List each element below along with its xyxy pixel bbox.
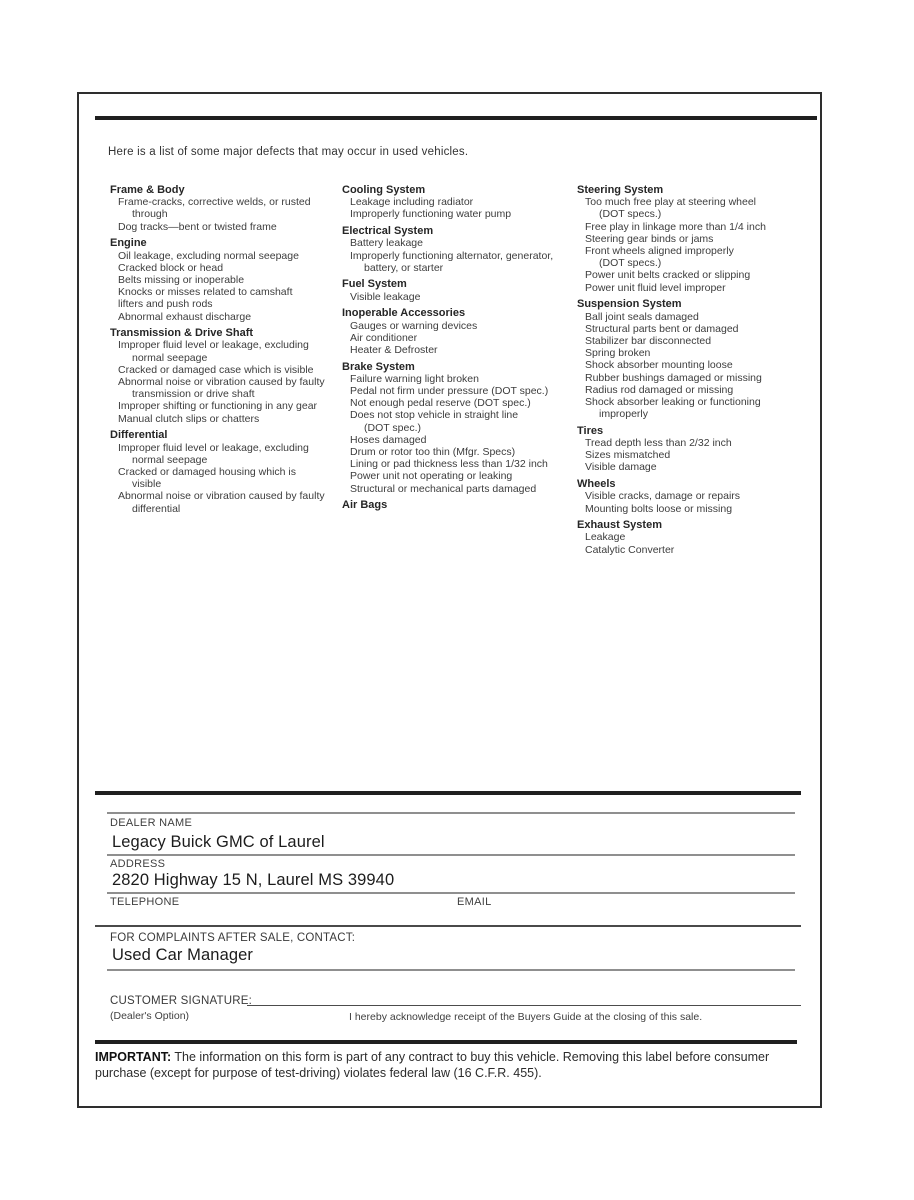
defect-item: Hoses damaged: [350, 433, 427, 446]
defect-item: Power unit belts cracked or slipping: [585, 269, 751, 282]
customer-signature-line: [247, 990, 801, 1006]
dealers-option-label: (Dealer's Option): [110, 1010, 190, 1022]
defect-item: Power unit not operating or leaking: [350, 470, 513, 483]
defect-item: Battery leakage: [350, 237, 423, 250]
defect-item: normal seepage: [132, 351, 208, 364]
defect-item: Oil leakage, excluding normal seepage: [118, 249, 299, 262]
defect-item: transmission or drive shaft: [132, 388, 255, 401]
defect-item: Cracked or damaged housing which is: [118, 465, 297, 478]
complaints-bottom-line: [107, 969, 795, 971]
defect-item: Leakage including radiator: [350, 196, 474, 209]
defect-item: Too much free play at steering wheel: [585, 196, 757, 209]
defects-column-2: [342, 184, 574, 512]
defect-section-title: Frame & Body: [110, 184, 185, 196]
defect-item: Structural or mechanical parts damaged: [350, 482, 537, 495]
defect-item: Power unit fluid level improper: [585, 281, 726, 294]
defect-item: Catalytic Converter: [585, 543, 675, 556]
defect-item: Shock absorber mounting loose: [585, 359, 733, 372]
defect-item: Does not stop vehicle in straight line: [350, 409, 519, 422]
address-value: 2820 Highway 15 N, Laurel MS 39940: [112, 871, 395, 889]
important-text: The information on this form is part of any contract to buy this vehicle. Removing this label before consumer purchase (except for purpose of test-driving) violates federal law (16 C.F.R. 455).: [95, 1050, 770, 1080]
defect-item: Visible leakage: [350, 290, 421, 303]
defect-item: Visible damage: [585, 461, 657, 474]
defect-item: Visible cracks, damage or repairs: [585, 490, 741, 503]
defect-item: Improper shifting or functioning in any gear: [118, 400, 318, 413]
defect-item: Tread depth less than 2/32 inch: [585, 437, 732, 450]
defect-item: Improperly functioning water pump: [350, 208, 512, 221]
defect-item: Abnormal noise or vibration caused by faulty: [118, 376, 325, 389]
important-divider: [95, 1040, 797, 1044]
defect-item: Front wheels aligned improperly: [585, 245, 734, 258]
defect-item: Improperly functioning alternator, generator,: [350, 249, 554, 262]
dealer-section-divider: [95, 791, 801, 795]
defect-item: Belts missing or inoperable: [118, 273, 245, 286]
defect-item: (DOT spec.): [364, 421, 421, 434]
defect-item: battery, or starter: [364, 261, 444, 274]
defect-section-title: Differential: [110, 429, 168, 442]
address-top-line: [107, 854, 795, 856]
defect-item: visible: [132, 478, 162, 491]
defect-section-title: Air Bags: [342, 499, 388, 512]
defect-section-title: Cooling System: [342, 184, 426, 196]
defect-item: Frame-cracks, corrective welds, or rusted: [118, 196, 311, 209]
defect-item: Improper fluid level or leakage, excluding: [118, 339, 309, 352]
defect-item: (DOT specs.): [599, 257, 662, 270]
defect-item: Dog tracks—bent or twisted frame: [118, 220, 277, 233]
acknowledgement-text: I hereby acknowledge receipt of the Buyers Guide at the closing of this sale.: [349, 1011, 703, 1023]
defect-item: Rubber bushings damaged or missing: [585, 371, 762, 384]
defect-section-title: Wheels: [577, 478, 616, 491]
defect-item: normal seepage: [132, 453, 208, 466]
defect-section-title: Steering System: [577, 184, 664, 196]
defect-section-title: Fuel System: [342, 278, 407, 291]
defect-section-title: Engine: [110, 237, 147, 250]
telephone-label: TELEPHONE: [110, 896, 180, 908]
defect-item: Manual clutch slips or chatters: [118, 412, 260, 425]
defect-item: Steering gear binds or jams: [585, 232, 714, 245]
defect-item: (DOT specs.): [599, 208, 662, 221]
defect-item: Radius rod damaged or missing: [585, 383, 734, 396]
top-divider: [95, 116, 817, 120]
defect-item: Spring broken: [585, 347, 651, 360]
important-notice: [95, 1050, 797, 1081]
address-label: ADDRESS: [110, 858, 166, 870]
defect-item: Stabilizer bar disconnected: [585, 334, 712, 347]
defect-item: Air conditioner: [350, 331, 418, 344]
defect-item: Structural parts bent or damaged: [585, 322, 739, 335]
defect-item: Failure warning light broken: [350, 372, 479, 385]
defect-section-title: Transmission & Drive Shaft: [110, 327, 254, 340]
defect-item: Heater & Defroster: [350, 343, 438, 356]
defect-item: Sizes mismatched: [585, 449, 671, 462]
defect-section-title: Exhaust System: [577, 519, 662, 532]
defect-item: Cracked or damaged case which is visible: [118, 363, 314, 376]
defect-item: Knocks or misses related to camshaft: [118, 286, 293, 299]
defect-item: Gauges or warning devices: [350, 319, 478, 332]
customer-signature-label: CUSTOMER SIGNATURE:: [110, 995, 253, 1007]
complaints-label: FOR COMPLAINTS AFTER SALE, CONTACT:: [110, 932, 356, 944]
defects-column-1: [110, 184, 340, 515]
defect-item: through: [132, 208, 168, 221]
defect-item: Ball joint seals damaged: [585, 310, 699, 323]
complaints-value: Used Car Manager: [112, 946, 253, 964]
dealer-name-top-line: [107, 812, 795, 814]
defect-item: Not enough pedal reserve (DOT spec.): [350, 397, 531, 410]
defect-item: Abnormal exhaust discharge: [118, 310, 252, 323]
dealer-name-value: Legacy Buick GMC of Laurel: [112, 833, 325, 851]
defect-item: Pedal not firm under pressure (DOT spec.): [350, 385, 549, 398]
email-label: EMAIL: [457, 896, 492, 908]
complaints-divider: [95, 925, 801, 927]
defect-item: Cracked block or head: [118, 261, 224, 274]
defect-item: Shock absorber leaking or functioning: [585, 395, 761, 408]
defect-section-title: Electrical System: [342, 225, 434, 238]
defect-item: lifters and push rods: [118, 298, 213, 311]
defect-item: Abnormal noise or vibration caused by faulty: [118, 490, 325, 503]
defect-item: Free play in linkage more than 1/4 inch: [585, 220, 766, 233]
defect-item: differential: [132, 502, 181, 515]
defect-section-title: Suspension System: [577, 298, 682, 311]
important-label: IMPORTANT:: [95, 1050, 172, 1064]
defects-column-3: [577, 184, 813, 556]
defect-item: Mounting bolts loose or missing: [585, 502, 733, 515]
defect-section-title: Brake System: [342, 360, 415, 373]
defect-section-title: Tires: [577, 424, 604, 437]
dealer-name-label: DEALER NAME: [110, 817, 193, 829]
defect-item: Improper fluid level or leakage, excluding: [118, 441, 309, 454]
defect-item: Leakage: [585, 531, 626, 544]
telephone-top-line: [107, 892, 795, 894]
defect-section-title: Inoperable Accessories: [342, 307, 466, 320]
defect-item: improperly: [599, 408, 649, 421]
defect-item: Lining or pad thickness less than 1/32 inch: [350, 458, 548, 471]
intro-text: Here is a list of some major defects that may occur in used vehicles.: [108, 146, 469, 158]
defect-item: Drum or rotor too thin (Mfgr. Specs): [350, 446, 516, 459]
